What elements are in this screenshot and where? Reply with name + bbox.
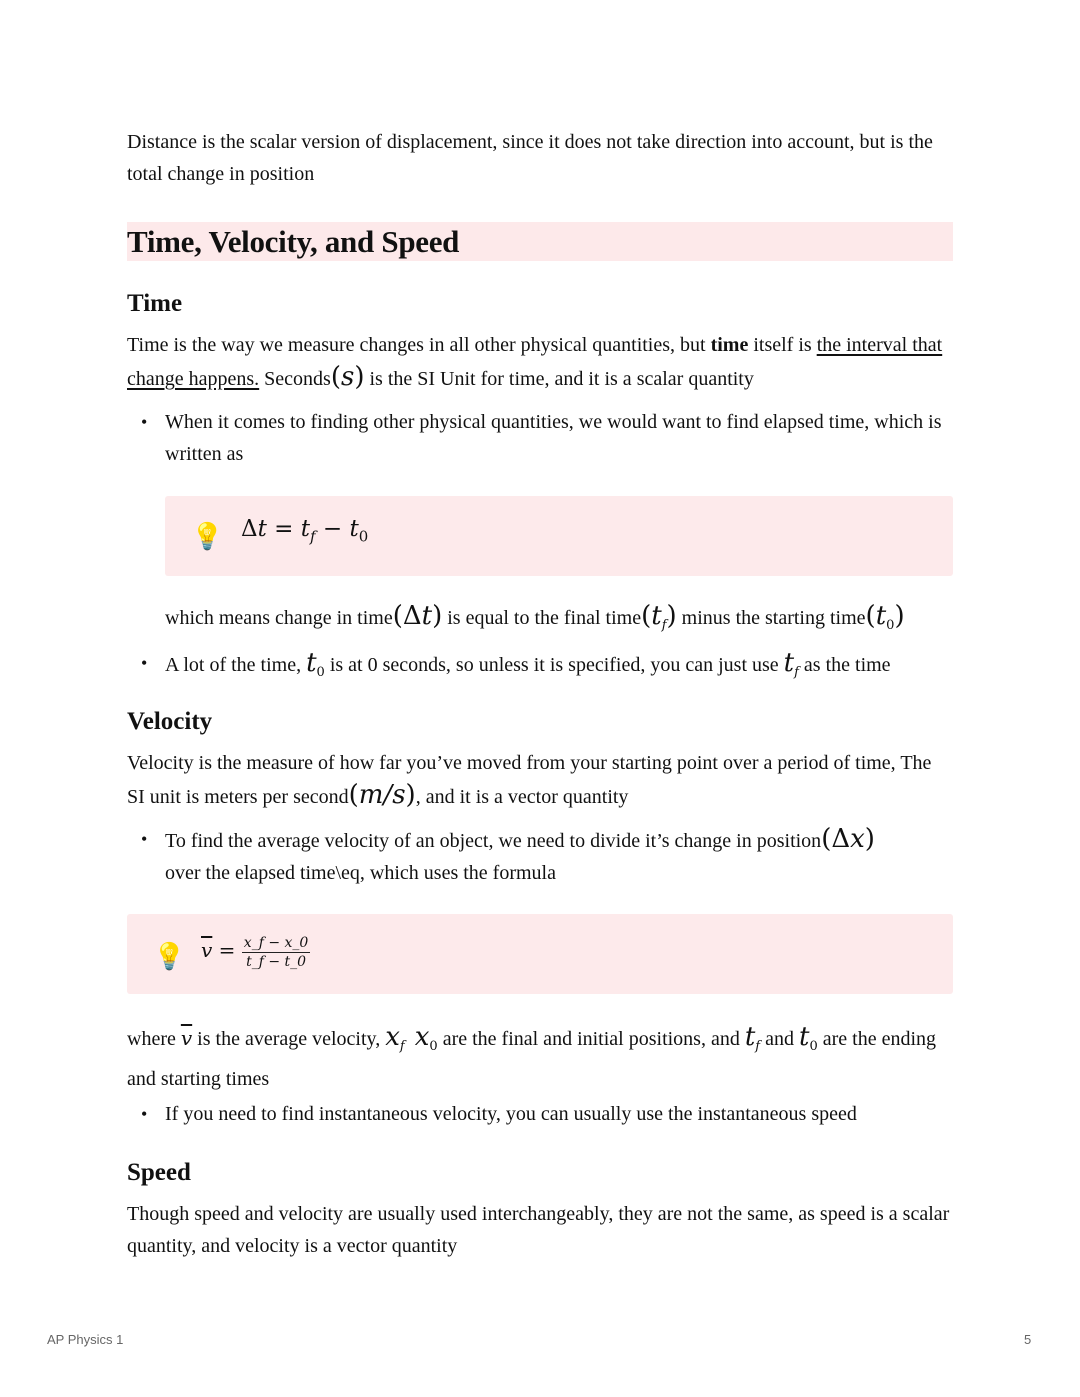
speed-heading: Speed: [127, 1159, 191, 1186]
average-velocity-definition: where $\overline{v}$ is the average velocity, $x_f$ $x_0$ are the final and initial positions, and $t_f$ and $t_0$ are the ending and starting times: [127, 1022, 937, 1090]
time-bold-term: time: [710, 334, 749, 356]
elapsed-time-callout: [165, 496, 953, 576]
elapsed-time-explanation: which means change in time(Δt) is equal to the final $time(t_f)$ minus the starting $time(t_0)$: [165, 601, 905, 633]
velocity-paragraph: Velocity is the measure of how far you’ve moved from your starting point over a period of time, The SI unit is meters per second(m/s), and it is a vector quantity: [127, 752, 932, 810]
section-heading: Time, Velocity, and Speed: [127, 224, 460, 259]
speed-paragraph: Though speed and velocity are usually used interchangeably, they are not the same, as speed is a scalar quantity, and velocity is a vector quantity: [127, 1203, 950, 1257]
bullet-dot-icon: •: [141, 412, 148, 432]
velocity-heading: Velocity: [127, 708, 213, 735]
lightbulb-icon: 💡: [153, 942, 186, 972]
average-velocity-callout: [127, 914, 953, 994]
bullet-dot-icon: •: [141, 1104, 148, 1124]
average-velocity-formula: $\overline{v}$ = $\frac{x\_f - x\_0}{t\_f - t\_0}$: [201, 935, 309, 970]
bullet-dot-icon: •: [141, 829, 148, 849]
lightbulb-icon: 💡: [191, 522, 224, 552]
time-paragraph: Time is the way we measure changes in all other physical quantities, but time itself is the interval that change happens. Seconds(s) is the SI Unit for time, and it is a scalar quantity: [127, 334, 943, 392]
time-underlined-phrase: the interval that change happens.: [127, 334, 943, 390]
intro-paragraph: Distance is the scalar version of displacement, since it does not take direction into account, but is the total change in position: [127, 131, 933, 185]
footer-course-name: AP Physics 1: [47, 1332, 124, 1347]
time-heading: Time: [127, 290, 183, 317]
bullet-dot-icon: •: [141, 653, 148, 673]
footer-page-number: 5: [1024, 1332, 1032, 1347]
elapsed-time-formula: $\Delta t = t_f - t_0$: [241, 516, 369, 546]
